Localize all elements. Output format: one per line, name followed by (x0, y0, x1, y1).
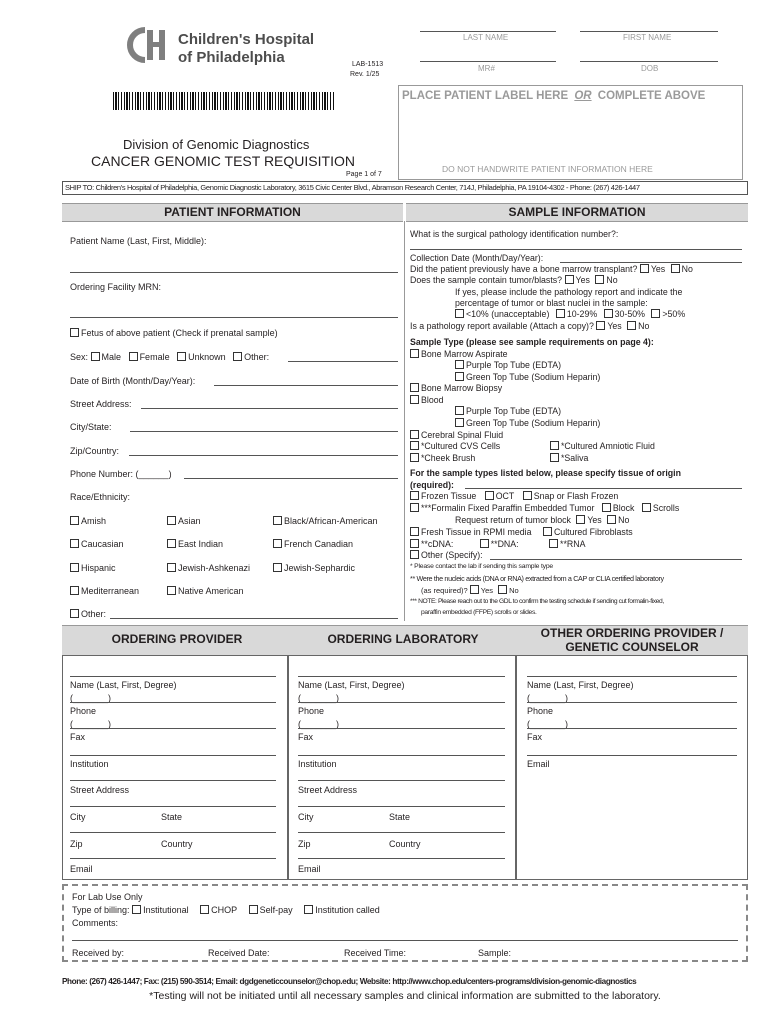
ol-phone-field[interactable] (298, 702, 505, 703)
saliva-row (550, 453, 588, 463)
percentage-row (455, 309, 685, 319)
op-phone-paren: (_______) (70, 693, 112, 703)
rna-checkbox[interactable] (549, 539, 558, 548)
zip-label: Zip/Country: (70, 446, 120, 456)
op-zip-label: Zip (70, 839, 83, 849)
frozen-row (410, 491, 618, 501)
cdna-checkbox[interactable] (410, 539, 419, 548)
if-yes-line2: percentage of tumor or blast nuclei in the sample: (455, 298, 648, 308)
hospital-name-line1: Children's Hospital (178, 31, 315, 48)
cvs-checkbox[interactable] (410, 441, 419, 450)
billing-label: Type of billing: (72, 905, 130, 915)
first-name-line (580, 31, 718, 32)
french-label: French Canadian (284, 539, 354, 549)
bma-green-checkbox[interactable] (455, 372, 464, 381)
csf-checkbox[interactable] (410, 430, 419, 439)
saliva-checkbox[interactable] (550, 453, 559, 462)
op-name-field[interactable] (70, 676, 276, 677)
scrolls-checkbox[interactable] (642, 503, 651, 512)
return-no-label: No (618, 515, 630, 525)
barcode (113, 92, 335, 110)
race-mediterranean (70, 586, 139, 596)
asian-label: Asian (178, 516, 201, 526)
bm-biopsy-label: Bone Marrow Biopsy (421, 383, 503, 393)
race-other (70, 609, 106, 619)
other-provider-heading-2: GENETIC COUNSELOR (565, 640, 699, 654)
division-name: Division of Genomic Diagnostics (123, 137, 310, 152)
ol-zip-label: Zip (298, 839, 311, 849)
op-inst-field[interactable] (70, 755, 276, 756)
cap-yes-checkbox[interactable] (470, 585, 479, 594)
pct-10-29-checkbox[interactable] (556, 309, 565, 318)
bmt-no-checkbox[interactable] (671, 264, 680, 273)
sephardic-label: Jewish-Sephardic (284, 563, 356, 573)
return-no-checkbox[interactable] (607, 515, 616, 524)
note-3b: paraffin embedded (FFPE) scrolls or slides. (421, 609, 537, 616)
section-divider (404, 221, 405, 621)
received-date-label: Received Date: (208, 948, 270, 958)
cap-no-checkbox[interactable] (498, 585, 507, 594)
black-label: Black/African-American (284, 516, 378, 526)
mrn-label: MR# (478, 64, 495, 73)
tumor-yes-checkbox[interactable] (565, 275, 574, 284)
tumor-row (410, 275, 618, 285)
lab-use-title: For Lab Use Only (72, 892, 143, 902)
op-inst-label: Institution (70, 759, 109, 769)
bm-biopsy-checkbox[interactable] (410, 383, 419, 392)
rna-label: **RNA (560, 539, 586, 549)
label-or: OR (574, 90, 592, 102)
amish-checkbox[interactable] (70, 516, 79, 525)
no-handwrite-note: DO NOT HANDWRITE PATIENT INFORMATION HERE (442, 164, 653, 174)
ol-inst-label: Institution (298, 759, 337, 769)
other-sex-label: Other: (244, 352, 270, 362)
oth-fax-label: Fax (527, 732, 543, 742)
bma-purple-label: Purple Top Tube (EDTA) (466, 360, 562, 370)
race-sephardic (273, 563, 355, 573)
comments-field[interactable] (72, 940, 738, 941)
ship-to-bar (62, 181, 748, 195)
race-ashkenazi (167, 563, 250, 573)
ol-fax-field[interactable] (298, 728, 505, 729)
pct-gt50-label: >50% (662, 309, 686, 319)
dna-checkbox[interactable] (480, 539, 489, 548)
note-2b: (as required)? (421, 586, 468, 595)
patient-name-field[interactable] (70, 272, 398, 273)
fetus-label: Fetus of above patient (Check if prenatal sample) (81, 328, 278, 338)
black-checkbox[interactable] (273, 516, 282, 525)
dob-field-label: Date of Birth (Month/Day/Year): (70, 376, 196, 386)
note-3a: *** NOTE: Please reach out to the GDL to confirm the testing schedule if sending cut formalin-fixed, (410, 598, 664, 605)
race-amish (70, 516, 106, 526)
rpmi-label: Fresh Tissue in RPMI media (421, 527, 532, 537)
ordering-provider-heading: ORDERING PROVIDER (111, 632, 243, 646)
sample-label: Sample: (478, 948, 512, 958)
selfpay-checkbox[interactable] (249, 905, 258, 914)
ol-fax-label: Fax (298, 732, 314, 742)
ol-phone-paren: (_______) (298, 693, 340, 703)
caucasian-checkbox[interactable] (70, 539, 79, 548)
path-id-field[interactable] (410, 249, 742, 250)
fetus-checkbox[interactable] (70, 328, 79, 337)
female-checkbox[interactable] (129, 352, 138, 361)
op-fax-paren: (_______) (70, 719, 112, 729)
amniotic-label: *Cultured Amniotic Fluid (561, 441, 655, 451)
label-prefix: PLACE PATIENT LABEL HERE (402, 90, 569, 102)
blood-label: Blood (421, 395, 444, 405)
male-checkbox[interactable] (91, 352, 100, 361)
last-name-label: LAST NAME (463, 33, 509, 42)
report-row (410, 321, 649, 331)
ashkenazi-checkbox[interactable] (167, 563, 176, 572)
asian-checkbox[interactable] (167, 516, 176, 525)
ol-phone-label: Phone (298, 706, 325, 716)
blood-purple-label: Purple Top Tube (EDTA) (466, 406, 562, 416)
amniotic-checkbox[interactable] (550, 441, 559, 450)
op-phone-label: Phone (70, 706, 97, 716)
race-label: Race/Ethnicity: (70, 492, 131, 502)
city-label: City/State: (70, 422, 112, 432)
cheek-label: *Cheek Brush (421, 453, 476, 463)
csf-label: Cerebral Spinal Fluid (421, 430, 504, 440)
last-name-line (420, 31, 556, 32)
ol-state-label: State (389, 812, 411, 822)
cheek-row (410, 453, 475, 463)
unknown-checkbox[interactable] (177, 352, 186, 361)
bma-green-row (455, 372, 600, 382)
ol-street-field[interactable] (298, 780, 505, 781)
csf-row (410, 430, 503, 440)
race-hispanic (70, 563, 116, 573)
oct-label: OCT (495, 491, 515, 501)
return-label: Request return of tumor block (455, 515, 571, 525)
ffpe-checkbox[interactable] (410, 503, 419, 512)
mediterranean-label: Mediterranean (81, 586, 140, 596)
return-yes-checkbox[interactable] (576, 515, 585, 524)
other-race-label: Other: (81, 609, 107, 619)
oth-email-field[interactable] (527, 755, 737, 756)
ol-country-label: Country (389, 839, 421, 849)
sample-info-heading: SAMPLE INFORMATION (406, 203, 748, 222)
cvs-label: *Cultured CVS Cells (421, 441, 501, 451)
cvs-row (410, 441, 500, 451)
ol-city-label: City (298, 812, 314, 822)
report-no-checkbox[interactable] (627, 321, 636, 330)
dob-field[interactable] (214, 385, 398, 386)
bmt-no-label: No (681, 264, 693, 274)
facility-mrn-label: Ordering Facility MRN: (70, 282, 162, 292)
native-checkbox[interactable] (167, 586, 176, 595)
bm-aspirate-checkbox[interactable] (410, 349, 419, 358)
blood-green-label: Green Top Tube (Sodium Heparin) (466, 418, 601, 428)
blood-green-row (455, 418, 600, 428)
ashkenazi-label: Jewish-Ashkenazi (178, 563, 251, 573)
patient-info-heading: PATIENT INFORMATION (62, 203, 403, 222)
ordering-lab-heading: ORDERING LABORATORY (327, 632, 479, 646)
bmt-question: Did the patient previously have a bone marrow transplant? (410, 264, 638, 274)
other-specify-checkbox[interactable] (410, 550, 419, 559)
female-label: Female (139, 352, 170, 362)
ol-street-label: Street Address (298, 785, 358, 795)
cap-yes-label: Yes (480, 586, 494, 595)
hispanic-label: Hispanic (81, 563, 116, 573)
institutional-label: Institutional (143, 905, 189, 915)
billing-row (72, 905, 380, 915)
note-2b-row (421, 585, 519, 595)
bma-purple-row (455, 360, 561, 370)
sex-row (70, 352, 269, 362)
tissue-origin-field[interactable] (465, 488, 742, 489)
saliva-label: *Saliva (561, 453, 589, 463)
other-provider-heading-1: OTHER ORDERING PROVIDER / (540, 626, 724, 640)
tissue-heading-2: (required): (410, 480, 454, 490)
op-state-label: State (161, 812, 183, 822)
comments-label: Comments: (72, 918, 119, 928)
received-by-label: Received by: (72, 948, 125, 958)
report-yes-label: Yes (607, 321, 622, 331)
report-yes-checkbox[interactable] (596, 321, 605, 330)
form-rev: Rev. 1/25 (350, 71, 380, 78)
bm-aspirate-label: Bone Marrow Aspirate (421, 349, 508, 359)
institutional-checkbox[interactable] (132, 905, 141, 914)
inst-called-checkbox[interactable] (304, 905, 313, 914)
form-title: CANCER GENOMIC TEST REQUISITION (91, 153, 355, 169)
city-field[interactable] (130, 431, 398, 432)
pct-gt50-checkbox[interactable] (651, 309, 660, 318)
blood-purple-row (455, 406, 561, 416)
return-row (455, 515, 629, 525)
path-id-label: What is the surgical pathology identification number?: (410, 229, 619, 239)
amniotic-row (550, 441, 655, 451)
oth-name-field[interactable] (527, 676, 737, 677)
blood-checkbox[interactable] (410, 395, 419, 404)
footer-contact: Phone: (267) 426-1447; Fax: (215) 590-3514; Email: dgdgeneticcounselor@chop.edu; Website: http://www.chop.edu/centers-programs/division-genomic-diagnostics (62, 977, 637, 986)
mrn-line (420, 61, 556, 62)
op-city-label: City (70, 812, 86, 822)
other-specify-row (410, 550, 483, 560)
pct-lt10-label: <10% (unacceptable) (466, 309, 550, 319)
phone-field[interactable] (184, 478, 398, 479)
blood-purple-checkbox[interactable] (455, 406, 464, 415)
other-race-checkbox[interactable] (70, 609, 79, 618)
other-sex-field[interactable] (288, 361, 398, 362)
oth-email-label: Email (527, 759, 550, 769)
tumor-question: Does the sample contain tumor/blasts? (410, 275, 563, 285)
ol-email-label: Email (298, 864, 321, 874)
phone-label: Phone Number: (______) (70, 469, 172, 479)
rpmi-row (410, 527, 633, 537)
fetus-row (70, 328, 278, 338)
chop-label: CHOP (211, 905, 238, 915)
tumor-no-checkbox[interactable] (595, 275, 604, 284)
unknown-label: Unknown (188, 352, 226, 362)
ffpe-row (410, 503, 679, 513)
first-name-label: FIRST NAME (623, 33, 672, 42)
facility-mrn-field[interactable] (70, 317, 398, 318)
cheek-checkbox[interactable] (410, 453, 419, 462)
race-native (167, 586, 244, 596)
ol-name-field[interactable] (298, 676, 505, 677)
ol-zip-field[interactable] (298, 832, 505, 833)
cap-no-label: No (509, 586, 519, 595)
label-suffix: COMPLETE ABOVE (597, 90, 706, 102)
ol-city-field[interactable] (298, 806, 505, 807)
bm-aspirate-row (410, 349, 508, 359)
mediterranean-checkbox[interactable] (70, 586, 79, 595)
fibro-checkbox[interactable] (543, 527, 552, 536)
bm-biopsy-row (410, 383, 502, 393)
op-street-label: Street Address (70, 785, 130, 795)
other-race-field[interactable] (110, 618, 398, 619)
oth-phone-paren: (_______) (527, 693, 569, 703)
bmt-row (410, 264, 693, 274)
dob-label: DOB (641, 64, 659, 73)
native-label: Native American (178, 586, 244, 596)
oth-fax-paren: (_______) (527, 719, 569, 729)
ol-inst-field[interactable] (298, 755, 505, 756)
inst-called-label: Institution called (315, 905, 380, 915)
collection-date-label: Collection Date (Month/Day/Year): (410, 253, 544, 263)
street-label: Street Address: (70, 399, 132, 409)
race-east-indian (167, 539, 223, 549)
selfpay-label: Self-pay (259, 905, 293, 915)
bmt-yes-label: Yes (650, 264, 666, 274)
dob-line (580, 61, 718, 62)
report-question: Is a pathology report available (Attach a copy)? (410, 321, 594, 331)
sample-type-heading: Sample Type (please see sample requirements on page 4): (410, 337, 654, 347)
ffpe-label: ***Formalin Fixed Paraffin Embedded Tumor (421, 503, 595, 513)
patient-name-label: Patient Name (Last, First, Middle): (70, 236, 207, 246)
op-name-label: Name (Last, First, Degree) (70, 680, 177, 690)
sephardic-checkbox[interactable] (273, 563, 282, 572)
op-fax-field[interactable] (70, 728, 276, 729)
op-fax-label: Fax (70, 732, 86, 742)
french-checkbox[interactable] (273, 539, 282, 548)
race-french (273, 539, 353, 549)
pct-30-50-checkbox[interactable] (604, 309, 613, 318)
return-yes-label: Yes (587, 515, 602, 525)
chop-checkbox[interactable] (200, 905, 209, 914)
chop-logo (123, 24, 173, 66)
op-country-label: Country (161, 839, 193, 849)
scrolls-label: Scrolls (652, 503, 680, 513)
report-no-label: No (638, 321, 650, 331)
op-street-field[interactable] (70, 780, 276, 781)
blood-green-checkbox[interactable] (455, 418, 464, 427)
ol-email-field[interactable] (298, 858, 505, 859)
frozen-label: Frozen Tissue (421, 491, 477, 501)
patient-label-instruction (402, 90, 705, 102)
block-label: Block (612, 503, 635, 513)
hispanic-checkbox[interactable] (70, 563, 79, 572)
cdna-label: **cDNA: (421, 539, 454, 549)
pct-10-29-label: 10-29% (566, 309, 598, 319)
page-number: Page 1 of 7 (346, 171, 382, 178)
street-field[interactable] (141, 408, 398, 409)
ol-name-label: Name (Last, First, Degree) (298, 680, 405, 690)
op-zip-field[interactable] (70, 832, 276, 833)
op-phone-field[interactable] (70, 702, 276, 703)
tumor-no-label: No (606, 275, 618, 285)
zip-field[interactable] (129, 455, 398, 456)
oth-fax-field[interactable] (527, 728, 737, 729)
if-yes-line1: If yes, please include the pathology report and indicate the (455, 287, 683, 297)
pct-lt10-checkbox[interactable] (455, 309, 464, 318)
other-sex-checkbox[interactable] (233, 352, 242, 361)
hospital-name-line2: of Philadelphia (178, 49, 285, 66)
block-checkbox[interactable] (602, 503, 611, 512)
op-email-label: Email (70, 864, 93, 874)
ship-to-text: SHIP TO: Children's Hospital of Philadelphia, Genomic Diagnostic Laboratory, 3615 Civic Center Blvd., Abramson Research Center, 714J, Philadelphia, PA 19104-4302 - Phone: (267) 426-1447 (65, 183, 640, 192)
rpmi-checkbox[interactable] (410, 527, 419, 536)
chop-logo-mark-icon (123, 24, 173, 66)
oth-phone-label: Phone (527, 706, 554, 716)
note-2a: ** Were the nucleic acids (DNA or RNA) extracted from a CAP or CLIA certified laboratory (410, 574, 664, 583)
amish-label: Amish (81, 516, 107, 526)
blood-row (410, 395, 444, 405)
sex-label: Sex: (70, 352, 89, 362)
form-code: LAB-1513 (352, 61, 384, 68)
tumor-yes-label: Yes (575, 275, 590, 285)
tissue-heading-1: For the sample types listed below, please specify tissue of origin (410, 468, 681, 478)
footer-warning: *Testing will not be initiated until all necessary samples and clinical information are submitted to the laboratory. (149, 990, 661, 1002)
snap-checkbox[interactable] (523, 491, 532, 500)
caucasian-label: Caucasian (81, 539, 124, 549)
race-black (273, 516, 378, 526)
collection-date-field[interactable] (560, 262, 742, 263)
op-city-field[interactable] (70, 806, 276, 807)
oth-phone-field[interactable] (527, 702, 737, 703)
east-indian-label: East Indian (178, 539, 224, 549)
frozen-checkbox[interactable] (410, 491, 419, 500)
dna-label: **DNA: (490, 539, 519, 549)
other-specify-field[interactable] (490, 559, 742, 560)
male-label: Male (101, 352, 122, 362)
ol-fax-paren: (_______) (298, 719, 340, 729)
note-1: * Please contact the lab if sending this sample type (410, 563, 553, 570)
op-email-field[interactable] (70, 858, 276, 859)
snap-label: Snap or Flash Frozen (533, 491, 619, 501)
bmt-yes-checkbox[interactable] (640, 264, 649, 273)
race-asian (167, 516, 201, 526)
east-indian-checkbox[interactable] (167, 539, 176, 548)
race-caucasian (70, 539, 124, 549)
bma-purple-checkbox[interactable] (455, 360, 464, 369)
received-time-label: Received Time: (344, 948, 407, 958)
fibro-label: Cultured Fibroblasts (553, 527, 633, 537)
bma-green-label: Green Top Tube (Sodium Heparin) (466, 372, 601, 382)
oth-name-label: Name (Last, First, Degree) (527, 680, 634, 690)
pct-30-50-label: 30-50% (614, 309, 645, 319)
oct-checkbox[interactable] (485, 491, 494, 500)
other-specify-label: Other (Specify): (421, 550, 483, 560)
nucleic-row (410, 539, 585, 549)
